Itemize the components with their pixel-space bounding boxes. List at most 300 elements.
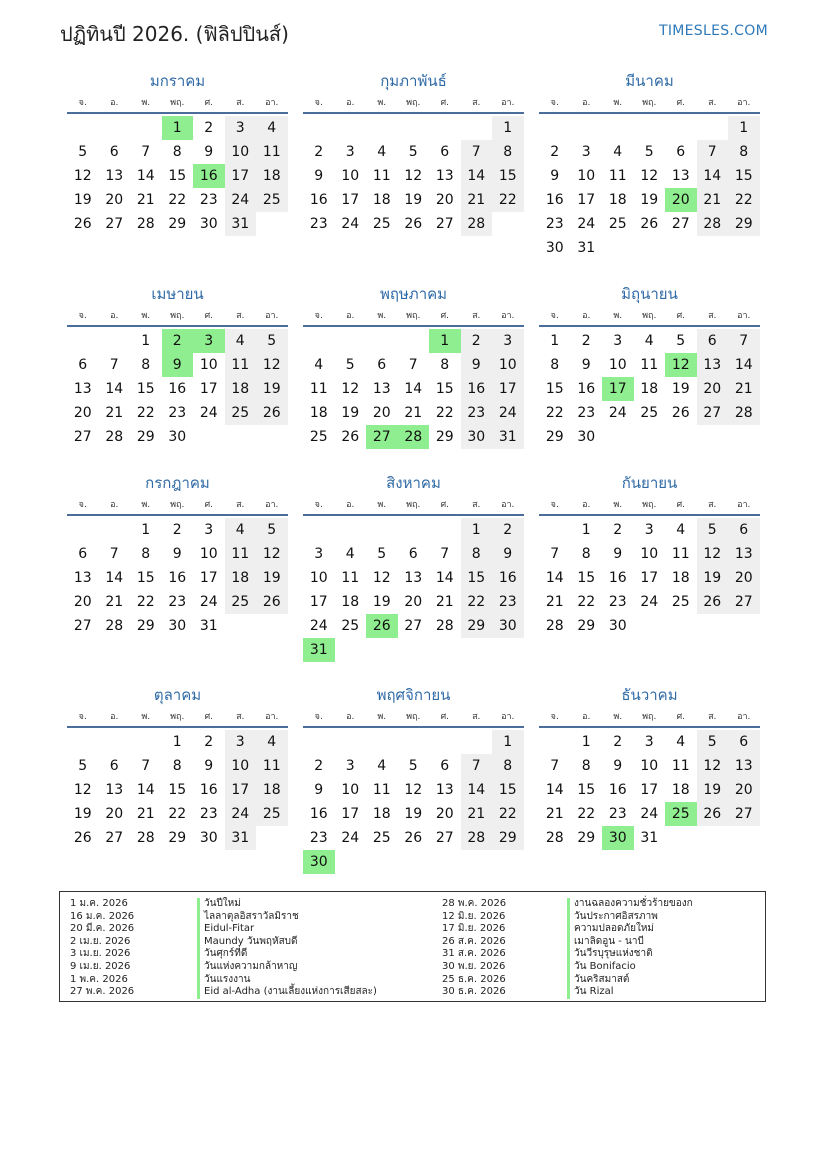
- day-cell: 7: [728, 329, 760, 353]
- day-cell: 4: [676, 522, 686, 538]
- day-cell: 19: [671, 381, 690, 397]
- day-cell: 8: [141, 357, 151, 373]
- weekday-header: [67, 309, 288, 327]
- weekday-label: จ.: [550, 98, 559, 108]
- day-cell: 11: [372, 782, 391, 798]
- day-grid: [303, 730, 524, 874]
- day-cell: 28: [697, 212, 729, 236]
- empty-cell: [634, 116, 666, 140]
- day-cell: 27: [671, 216, 690, 232]
- weekday-label: จ.: [314, 500, 323, 510]
- day-cell: 12: [73, 168, 92, 184]
- day-cell: 24: [492, 401, 524, 425]
- day-cell: 12: [697, 754, 729, 778]
- day-cell: 8: [461, 542, 493, 566]
- day-cell: 13: [728, 542, 760, 566]
- empty-cell: [461, 730, 493, 754]
- day-cell: 10: [341, 168, 360, 184]
- day-cell: 7: [550, 758, 560, 774]
- day-cell: 7: [440, 546, 450, 562]
- holiday-day-cell: 17: [602, 377, 634, 401]
- holiday-name: วันวีรบุรุษแห่งชาติ: [567, 948, 693, 961]
- weekday-label: พฤ.: [406, 98, 421, 108]
- weekday-label: ศ.: [204, 311, 214, 321]
- day-cell: 21: [461, 802, 493, 826]
- day-cell: 10: [225, 754, 257, 778]
- day-cell: 5: [256, 329, 288, 353]
- day-cell: 14: [136, 782, 155, 798]
- weekday-label: จ.: [550, 311, 559, 321]
- weekday-label: อ.: [346, 311, 355, 321]
- day-cell: 13: [372, 381, 391, 397]
- day-cell: 25: [225, 401, 257, 425]
- day-cell: 19: [404, 806, 423, 822]
- weekday-label: อา.: [737, 311, 751, 321]
- day-cell: 2: [204, 120, 214, 136]
- day-cell: 17: [640, 782, 659, 798]
- weekday-header: [303, 498, 524, 516]
- day-cell: 1: [141, 522, 151, 538]
- weekday-label: พฤ.: [170, 311, 185, 321]
- day-cell: 3: [644, 734, 654, 750]
- holiday-date: 16 ม.ค. 2026: [70, 910, 135, 922]
- day-cell: 25: [372, 216, 391, 232]
- holiday-date: 20 มี.ค. 2026: [70, 923, 135, 935]
- day-cell: 9: [613, 758, 623, 774]
- day-cell: 14: [461, 164, 493, 188]
- weekday-header: [539, 96, 760, 114]
- day-cell: 16: [309, 192, 328, 208]
- day-cell: 14: [404, 381, 423, 397]
- day-cell: 26: [256, 590, 288, 614]
- day-cell: 29: [168, 216, 187, 232]
- day-cell: 10: [225, 140, 257, 164]
- day-cell: 18: [640, 381, 659, 397]
- weekday-header: [539, 498, 760, 516]
- day-cell: 26: [697, 802, 729, 826]
- day-cell: 28: [105, 618, 124, 634]
- holiday-dates-left: [70, 898, 190, 999]
- day-cell: 27: [697, 401, 729, 425]
- empty-cell: [366, 329, 398, 353]
- day-cell: 18: [372, 192, 391, 208]
- empty-cell: [697, 116, 729, 140]
- day-cell: 22: [168, 806, 187, 822]
- day-cell: 5: [408, 144, 418, 160]
- day-cell: 1: [172, 734, 182, 750]
- weekday-label: ส.: [708, 98, 717, 108]
- day-cell: 3: [644, 522, 654, 538]
- day-cell: 19: [341, 405, 360, 421]
- day-cell: 24: [199, 405, 218, 421]
- day-cell: 10: [309, 570, 328, 586]
- day-cell: 20: [728, 778, 760, 802]
- day-cell: 29: [492, 826, 524, 850]
- holiday-day-cell: 25: [665, 802, 697, 826]
- day-cell: 17: [640, 570, 659, 586]
- day-cell: 25: [372, 830, 391, 846]
- month-block: [303, 472, 524, 662]
- day-cell: 23: [577, 405, 596, 421]
- holiday-name: วัน Bonifacio: [567, 961, 693, 974]
- day-cell: 10: [341, 782, 360, 798]
- empty-cell: [429, 730, 461, 754]
- day-cell: 30: [461, 425, 493, 449]
- month-block: [539, 684, 760, 850]
- day-cell: 6: [697, 329, 729, 353]
- day-cell: 2: [314, 144, 324, 160]
- day-cell: 10: [577, 168, 596, 184]
- weekday-label: พฤ.: [642, 311, 657, 321]
- day-cell: 28: [545, 830, 564, 846]
- holiday-day-cell: 20: [665, 188, 697, 212]
- day-cell: 9: [550, 168, 560, 184]
- day-cell: 23: [168, 594, 187, 610]
- day-cell: 6: [408, 546, 418, 562]
- month-name: เมษายน: [151, 285, 204, 303]
- day-cell: 25: [309, 429, 328, 445]
- holiday-date: 1 พ.ค. 2026: [70, 973, 128, 985]
- day-cell: 12: [640, 168, 659, 184]
- weekday-label: จ.: [314, 712, 323, 722]
- day-cell: 12: [73, 782, 92, 798]
- day-cell: 12: [341, 381, 360, 397]
- day-cell: 26: [73, 830, 92, 846]
- day-cell: 21: [545, 806, 564, 822]
- day-cell: 22: [545, 405, 564, 421]
- weekday-label: พฤ.: [170, 712, 185, 722]
- day-cell: 4: [225, 518, 257, 542]
- day-cell: 8: [172, 144, 182, 160]
- weekday-label: พ.: [141, 712, 151, 722]
- weekday-label: ศ.: [676, 98, 686, 108]
- day-cell: 28: [461, 212, 493, 236]
- day-cell: 27: [105, 830, 124, 846]
- day-cell: 6: [440, 758, 450, 774]
- day-cell: 28: [545, 618, 564, 634]
- page-title: ปฏิทินปี 2026. (ฟิลิปปินส์): [60, 22, 289, 46]
- day-cell: 15: [136, 381, 155, 397]
- day-cell: 9: [204, 144, 214, 160]
- day-cell: 11: [341, 570, 360, 586]
- weekday-label: ศ.: [204, 500, 214, 510]
- weekday-label: พ.: [613, 311, 623, 321]
- day-cell: 6: [109, 758, 119, 774]
- weekday-label: ส.: [472, 712, 481, 722]
- weekday-header: [303, 96, 524, 114]
- day-cell: 13: [728, 754, 760, 778]
- month-block: [539, 70, 760, 260]
- day-cell: 6: [78, 357, 88, 373]
- day-cell: 28: [136, 216, 155, 232]
- month-name: มกราคม: [149, 72, 206, 90]
- day-cell: 3: [345, 758, 355, 774]
- weekday-label: พฤ.: [642, 712, 657, 722]
- day-cell: 6: [109, 144, 119, 160]
- day-cell: 1: [141, 333, 151, 349]
- holiday-name: วันแรงงาน: [197, 974, 377, 987]
- empty-cell: [303, 329, 335, 353]
- day-cell: 7: [461, 754, 493, 778]
- holiday-date: 17 มิ.ย. 2026: [442, 923, 506, 935]
- day-cell: 27: [105, 216, 124, 232]
- holiday-name: วันแห่งความกล้าหาญ: [197, 961, 377, 974]
- day-cell: 8: [492, 140, 524, 164]
- day-cell: 4: [345, 546, 355, 562]
- weekday-label: ส.: [472, 500, 481, 510]
- day-cell: 1: [728, 116, 760, 140]
- day-cell: 6: [676, 144, 686, 160]
- day-cell: 24: [341, 830, 360, 846]
- day-cell: 16: [577, 381, 596, 397]
- weekday-label: พ.: [613, 500, 623, 510]
- holiday-date: 2 เม.ย. 2026: [70, 935, 131, 947]
- day-cell: 20: [105, 192, 124, 208]
- holiday-names-left: [197, 898, 377, 999]
- day-cell: 25: [608, 216, 627, 232]
- holiday-day-cell: 1: [162, 116, 194, 140]
- day-cell: 4: [377, 758, 387, 774]
- month-name: ตุลาคม: [153, 686, 202, 704]
- day-cell: 4: [377, 144, 387, 160]
- day-cell: 26: [671, 405, 690, 421]
- holiday-name: วันศุกร์ที่ดี: [197, 948, 377, 961]
- month-name: กรกฎาคม: [145, 474, 210, 492]
- day-cell: 27: [73, 618, 92, 634]
- day-cell: 19: [697, 778, 729, 802]
- empty-cell: [99, 329, 131, 353]
- day-cell: 21: [404, 405, 423, 421]
- day-cell: 19: [697, 566, 729, 590]
- empty-cell: [303, 730, 335, 754]
- holiday-name: วันปีใหม่: [197, 898, 377, 911]
- day-cell: 17: [577, 192, 596, 208]
- day-cell: 25: [256, 188, 288, 212]
- weekday-label: อา.: [737, 500, 751, 510]
- day-cell: 26: [341, 429, 360, 445]
- day-cell: 22: [136, 405, 155, 421]
- holiday-day-cell: 1: [429, 329, 461, 353]
- empty-cell: [130, 116, 162, 140]
- day-cell: 17: [199, 381, 218, 397]
- day-cell: 20: [372, 405, 391, 421]
- weekday-label: พฤ.: [406, 311, 421, 321]
- empty-cell: [99, 730, 131, 754]
- day-cell: 17: [309, 594, 328, 610]
- day-cell: 7: [550, 546, 560, 562]
- empty-cell: [99, 518, 131, 542]
- day-cell: 20: [73, 594, 92, 610]
- empty-cell: [539, 730, 571, 754]
- day-cell: 13: [73, 570, 92, 586]
- day-cell: 19: [73, 806, 92, 822]
- day-cell: 29: [577, 618, 596, 634]
- day-cell: 20: [73, 405, 92, 421]
- day-cell: 10: [199, 357, 218, 373]
- day-cell: 5: [345, 357, 355, 373]
- weekday-header: [303, 710, 524, 728]
- day-cell: 11: [225, 353, 257, 377]
- day-cell: 30: [577, 429, 596, 445]
- empty-cell: [366, 116, 398, 140]
- holiday-date: 9 เม.ย. 2026: [70, 960, 131, 972]
- day-cell: 8: [141, 546, 151, 562]
- day-cell: 15: [577, 782, 596, 798]
- day-cell: 31: [225, 826, 257, 850]
- day-cell: 11: [671, 758, 690, 774]
- empty-cell: [539, 518, 571, 542]
- holiday-date: 26 ส.ค. 2026: [442, 935, 506, 947]
- day-cell: 9: [314, 782, 324, 798]
- weekday-label: ส.: [708, 712, 717, 722]
- weekday-label: ศ.: [204, 712, 214, 722]
- day-cell: 10: [608, 357, 627, 373]
- day-cell: 13: [697, 353, 729, 377]
- weekday-label: ส.: [236, 500, 245, 510]
- day-cell: 1: [492, 730, 524, 754]
- holiday-name: เมาลิดอูน - นาบี: [567, 936, 693, 949]
- day-cell: 19: [404, 192, 423, 208]
- day-cell: 13: [435, 782, 454, 798]
- day-cell: 27: [73, 429, 92, 445]
- holiday-date: 1 ม.ค. 2026: [70, 898, 128, 909]
- day-cell: 1: [492, 116, 524, 140]
- day-cell: 12: [256, 353, 288, 377]
- day-cell: 11: [309, 381, 328, 397]
- month-block: [539, 283, 760, 449]
- day-cell: 14: [136, 168, 155, 184]
- day-cell: 30: [492, 614, 524, 638]
- day-cell: 9: [461, 353, 493, 377]
- day-cell: 18: [341, 594, 360, 610]
- weekday-label: พ.: [141, 311, 151, 321]
- day-cell: 29: [136, 429, 155, 445]
- day-cell: 26: [697, 590, 729, 614]
- day-grid: [303, 518, 524, 662]
- day-cell: 3: [345, 144, 355, 160]
- day-cell: 2: [204, 734, 214, 750]
- day-cell: 20: [728, 566, 760, 590]
- day-cell: 25: [256, 802, 288, 826]
- holiday-names-right: [567, 898, 693, 999]
- weekday-label: พฤ.: [642, 500, 657, 510]
- day-cell: 18: [671, 782, 690, 798]
- day-cell: 21: [728, 377, 760, 401]
- day-cell: 10: [492, 353, 524, 377]
- holiday-date: 30 ธ.ค. 2026: [442, 986, 506, 998]
- day-cell: 2: [314, 758, 324, 774]
- day-cell: 17: [225, 164, 257, 188]
- holiday-date: 25 ธ.ค. 2026: [442, 973, 506, 985]
- empty-cell: [398, 116, 430, 140]
- weekday-label: ศ.: [440, 311, 450, 321]
- day-cell: 5: [676, 333, 686, 349]
- day-cell: 24: [309, 618, 328, 634]
- day-cell: 1: [581, 734, 591, 750]
- day-cell: 29: [577, 830, 596, 846]
- weekday-label: จ.: [78, 311, 87, 321]
- day-cell: 21: [545, 594, 564, 610]
- day-cell: 19: [73, 192, 92, 208]
- day-cell: 1: [461, 518, 493, 542]
- day-grid: [67, 518, 288, 638]
- day-cell: 16: [492, 566, 524, 590]
- holiday-day-cell: 30: [602, 826, 634, 850]
- day-cell: 2: [550, 144, 560, 160]
- day-cell: 12: [404, 782, 423, 798]
- empty-cell: [67, 329, 99, 353]
- day-cell: 28: [136, 830, 155, 846]
- weekday-label: พ.: [377, 500, 387, 510]
- day-cell: 8: [492, 754, 524, 778]
- day-cell: 20: [404, 594, 423, 610]
- day-cell: 29: [461, 614, 493, 638]
- day-cell: 5: [377, 546, 387, 562]
- weekday-label: จ.: [314, 98, 323, 108]
- day-cell: 16: [168, 570, 187, 586]
- day-cell: 21: [105, 594, 124, 610]
- day-cell: 4: [256, 116, 288, 140]
- weekday-label: อา.: [501, 712, 515, 722]
- day-cell: 7: [461, 140, 493, 164]
- day-cell: 13: [73, 381, 92, 397]
- day-cell: 14: [105, 570, 124, 586]
- weekday-label: พฤ.: [406, 712, 421, 722]
- day-cell: 7: [109, 357, 119, 373]
- day-cell: 16: [199, 782, 218, 798]
- weekday-label: อ.: [110, 712, 119, 722]
- day-cell: 12: [404, 168, 423, 184]
- site-link[interactable]: TIMESLES.COM: [659, 23, 768, 39]
- day-cell: 5: [256, 518, 288, 542]
- holiday-name: Eidul-Fitar: [197, 923, 377, 936]
- month-block: [67, 472, 288, 638]
- day-cell: 7: [408, 357, 418, 373]
- day-cell: 23: [608, 594, 627, 610]
- day-cell: 23: [492, 590, 524, 614]
- day-cell: 15: [492, 164, 524, 188]
- weekday-label: อ.: [582, 500, 591, 510]
- day-cell: 11: [256, 754, 288, 778]
- day-cell: 19: [640, 192, 659, 208]
- empty-cell: [398, 329, 430, 353]
- empty-cell: [67, 730, 99, 754]
- weekday-label: จ.: [78, 500, 87, 510]
- day-cell: 23: [461, 401, 493, 425]
- weekday-label: อา.: [265, 98, 279, 108]
- weekday-label: ส.: [236, 311, 245, 321]
- day-cell: 15: [168, 782, 187, 798]
- weekday-label: จ.: [78, 712, 87, 722]
- holiday-day-cell: 2: [162, 329, 194, 353]
- holiday-list: [59, 891, 766, 1002]
- weekday-label: พ.: [141, 500, 151, 510]
- weekday-label: อ.: [346, 98, 355, 108]
- weekday-label: พ.: [141, 98, 151, 108]
- day-cell: 15: [136, 570, 155, 586]
- empty-cell: [303, 518, 335, 542]
- day-cell: 22: [492, 188, 524, 212]
- day-cell: 25: [341, 618, 360, 634]
- day-cell: 29: [545, 429, 564, 445]
- day-cell: 8: [172, 758, 182, 774]
- day-cell: 6: [377, 357, 387, 373]
- empty-cell: [130, 730, 162, 754]
- day-cell: 14: [728, 353, 760, 377]
- day-grid: [303, 329, 524, 449]
- holiday-name: ความปลอดภัยใหม่: [567, 923, 693, 936]
- weekday-label: พ.: [377, 98, 387, 108]
